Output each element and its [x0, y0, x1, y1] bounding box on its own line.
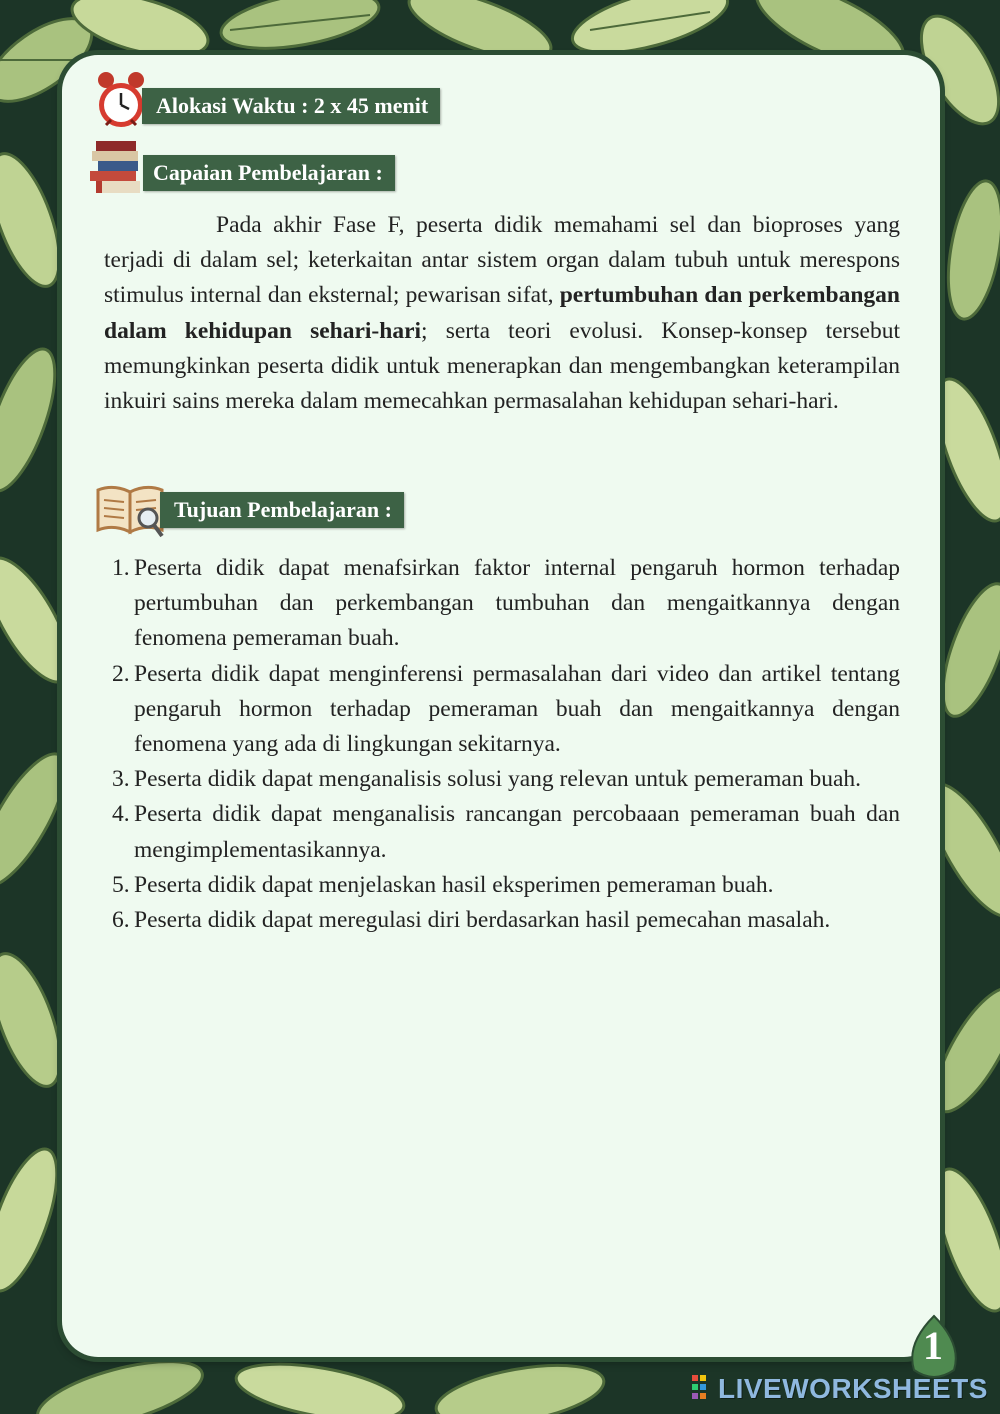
paragraph-text: Pada akhir Fase F, peserta didik memahami sel dan bioproses yang terjadi di dalam sel; keterkaitan antar sistem organ dalam tubuh untuk merespons stimulus internal dan eksternal; pewarisan sifat,	[104, 212, 900, 309]
learning-outcomes-label: Capaian Pembelajaran :	[143, 155, 395, 191]
paragraph-text-end: ; serta teori evolusi. Konsep-konsep tersebut memungkinkan peserta didik untuk menerapkan dan mengembangkan keterampilan inkuiri sains mereka dalam memecahkan permasalahan kehidupan sehari-hari.	[104, 317, 900, 415]
list-item-text: Peserta didik dapat menafsirkan faktor internal pengaruh hormon terhadap pertumbuhan dan perkembangan tumbuhan dan mengaitkannya dengan fenomena pemeraman buah.	[134, 555, 900, 652]
liveworksheets-logo[interactable]	[692, 1372, 988, 1406]
list-item-text: Peserta didik dapat menjelaskan hasil eksperimen pemeraman buah.	[134, 871, 774, 898]
list-item	[104, 657, 900, 763]
list-item	[104, 762, 900, 797]
list-item-text: Peserta didik dapat menganalisis rancangan percobaaan pemeraman buah dan mengimplementasikannya.	[134, 801, 900, 863]
list-item-text: Peserta didik dapat meregulasi diri berdasarkan hasil pemecahan masalah.	[134, 907, 831, 934]
list-number: 2.	[112, 660, 130, 687]
open-book-icon	[94, 480, 168, 542]
learning-outcomes-paragraph	[104, 208, 900, 419]
list-number: 3.	[112, 766, 130, 793]
list-item-text: Peserta didik dapat menganalisis solusi yang relevan untuk pemeraman buah.	[134, 766, 861, 793]
alarm-clock-icon	[96, 70, 146, 130]
list-item	[104, 551, 900, 657]
list-item	[104, 903, 900, 938]
list-item	[104, 797, 900, 867]
liveworksheets-text: LIVEWORKSHEETS	[718, 1373, 988, 1404]
list-item-text: Peserta didik dapat menginferensi permasalahan dari video dan artikel tentang pengaruh hormon terhadap pemeraman buah dan mengaitkannya dengan fenomena yang ada di lingkungan sekitarnya.	[134, 660, 900, 758]
list-number: 6.	[112, 907, 130, 934]
time-allocation-label: Alokasi Waktu : 2 x 45 menit	[142, 88, 440, 124]
page-number: 1	[923, 1323, 943, 1368]
liveworksheets-icon	[692, 1375, 714, 1401]
learning-objectives-label: Tujuan Pembelajaran :	[160, 492, 404, 528]
list-number: 1.	[112, 555, 130, 581]
books-icon	[90, 137, 146, 195]
list-item	[104, 868, 900, 903]
paragraph-bold-text: pertumbuhan dan perkembangan dalam kehidupan sehari-hari	[104, 282, 900, 344]
list-number: 4.	[112, 801, 130, 828]
list-number: 5.	[112, 871, 130, 898]
learning-objectives-list	[104, 551, 900, 938]
